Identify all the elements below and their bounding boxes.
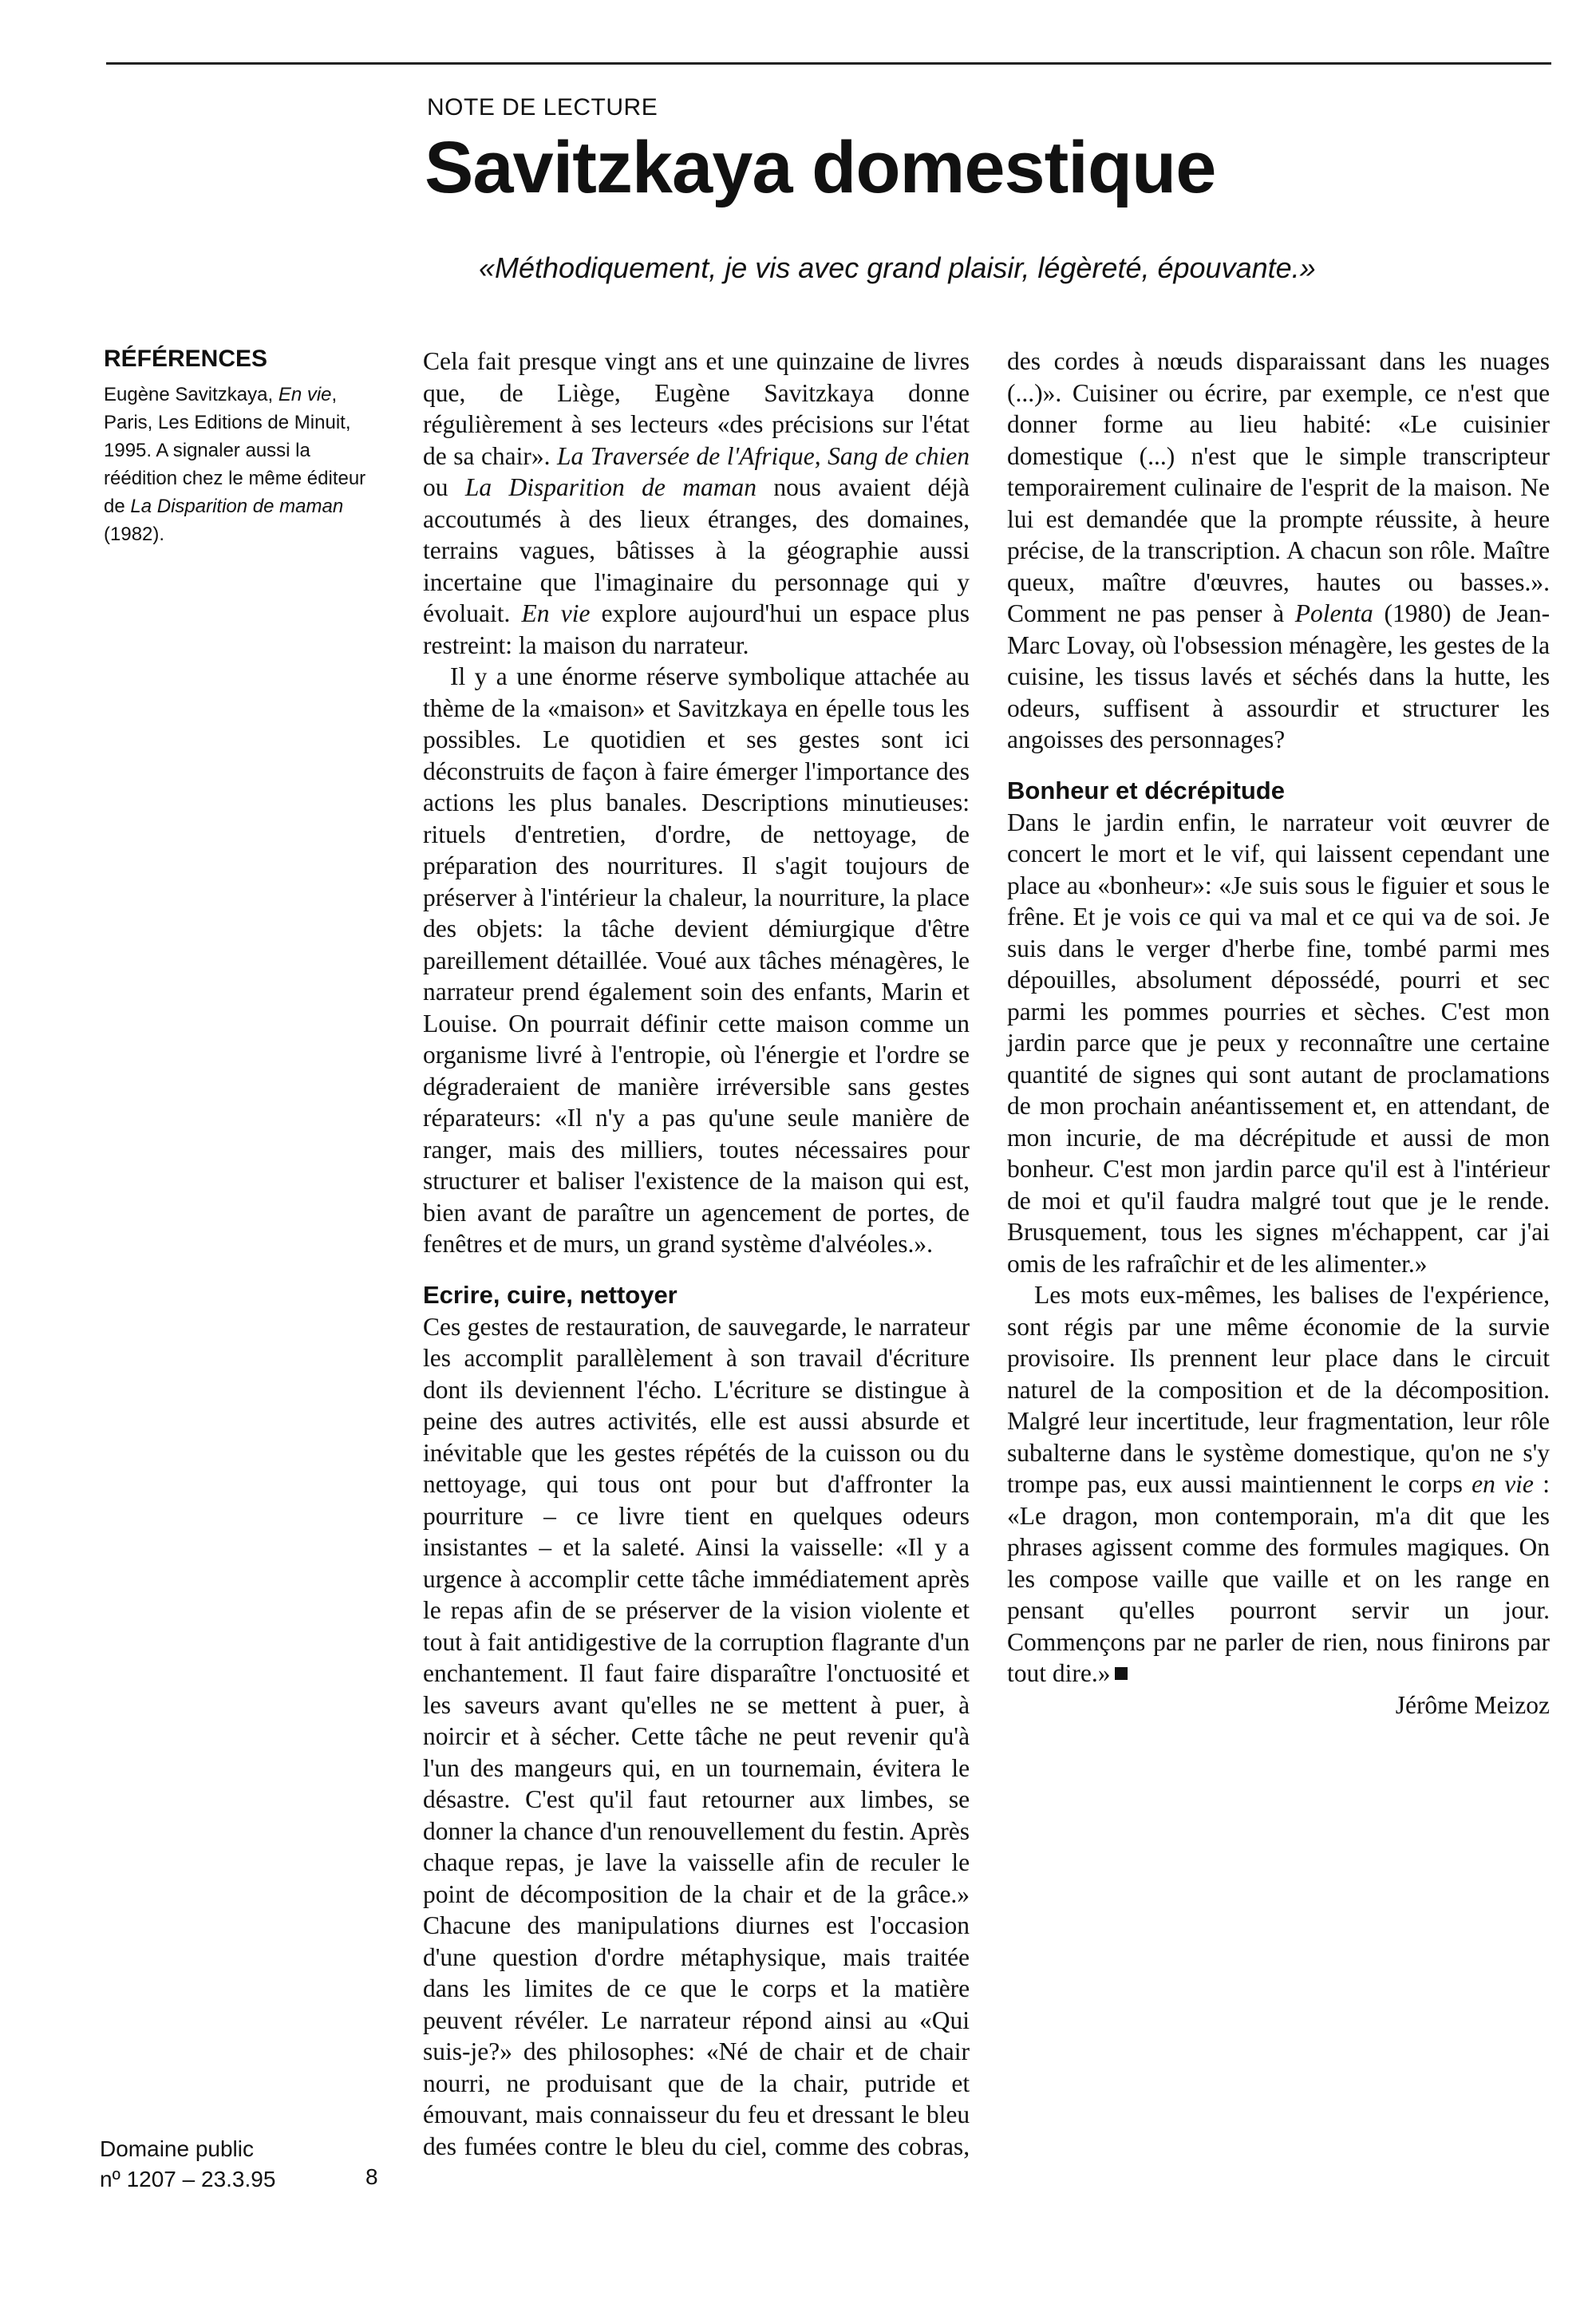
subheading-ecrire: Ecrire, cuire, nettoyer [423, 1280, 678, 1309]
references-sidebar [104, 346, 379, 548]
paragraph-mots: Les mots eux-mêmes, les balises de l'expérience, sont régis par une même économie de la survie provisoire. Ils prennent leur place dans le circuit naturel de la composition et de la décomposition. Malgré leur incertitude, leur fragmentation, leur rôle subalterne dans le système domestique, qu'on ne s'y trompe pas, eux aussi maintiennent le corps en vie : «Le dragon, mon contemporain, m'a dit que les phrases agissent comme des formules magiques. On les compose vaille que vaille et on les range en pensant qu'elles pourront servir un jour. Commençons par ne parler de rien, nous finirons par tout dire.» [1007, 1281, 1550, 1687]
section-kicker: NOTE DE LECTURE [427, 94, 658, 121]
issue-number: nº 1207 – 23.3.95 [100, 2167, 276, 2191]
paragraph-gestes-cont: des cordes à nœuds disparaissant dans les nuages (...)». Cuisiner ou écrire, par exemple, ce n'est que donner forme au lieu habité: «Le cuisinier domestique (...) n'est que le simple transcripteur temporairement culinaire de l'esprit de la maison. Ne lui est demandée que la prompte réussite, à heure précise, de la transcription. A chacun son rôle. Maître queux, maître d'œuvres, hautes ou basses.». Comment ne pas penser à Polenta (1980) de Jean-Marc Lovay, où l'obsession ménagère, les gestes de la cuisine, les tissus lavés et séchés dans la hutte, les odeurs, suffisent à assourdir et structurer les angoisses des personnages? [1007, 347, 1551, 753]
top-rule [106, 62, 1551, 65]
author-signature: Jérôme Meizoz [1395, 1690, 1550, 1719]
paragraph-maison: Il y a une énorme réserve symbolique attachée au thème de la «maison» et Savitzkaya en épelle tous les possibles. Le quotidien et ses gestes sont ici déconstruits de façon à faire émerger l'importance des actions les plus banales. Descriptions minutieuses: rituels d'entretien, d'ordre, de nettoyage, de préparation des nourritures. Il s'agit toujours de préserver à l'intérieur la chaleur, la nourriture, la place des objets: la tâche devient démiurgique d'être pareillement détaillée. Voué aux tâches ménagères, le narrateur prend également soin des enfants, Marin et Louise. On pourrait définir cette maison comme un organisme livré à l'entropie, où l'énergie et l'ordre se dégraderaient de manière irréversible sans gestes réparateurs: «Il n'y a pas qu'une seule manière de ranger, mais des milliers, toutes nécessaires pour structurer et baliser l'existence de la maison qui est, bien avant de paraître un agencement de portes, de fenêtres et de murs, un grand système d'alvéoles.». [423, 662, 970, 1258]
article-column-2 [1007, 346, 1550, 1721]
page-footer [100, 2134, 275, 2195]
epigraph: «Méthodiquement, je vis avec grand plaisir, légèreté, épouvante.» [479, 251, 1316, 284]
article-column-1 [423, 346, 970, 2162]
references-text: Eugène Savitzkaya, En vie, Paris, Les Editions de Minuit, 1995. A signaler aussi la réédition chez le même éditeur de La Disparition de maman (1982). [104, 384, 366, 545]
paragraph-intro: Cela fait presque vingt ans et une quinzaine de livres que, de Liège, Eugène Savitzkaya donne régulièrement à ses lecteurs «des précisions sur l'état de sa chair». La Traversée de l'Afrique, Sang de chien ou La Disparition de maman nous avaient déjà accoutumés à des lieux étranges, des domaines, terrains vagues, bâtisses à la géographie aussi incertaine que l'imaginaire du personnage qui y évoluait. En vie explore aujourd'hui un espace plus restreint: la maison du narrateur. [423, 347, 970, 659]
article-title: Savitzkaya domestique [425, 127, 1216, 208]
subheading-bonheur: Bonheur et décrépitude [1007, 776, 1285, 804]
end-mark [1115, 1667, 1128, 1680]
page-number: 8 [365, 2164, 378, 2189]
paragraph-jardin: Dans le jardin enfin, le narrateur voit œuvrer de concert le mort et le vif, qui laissent cependant une place au «bonheur»: «Je suis sous le figuier et sous le frêne. Et je vois ce qui va mal et ce qui va de soi. Je suis dans le verger d'herbe fine, tombé parmi mes dépouilles, absolument dépossédé, pourri et sec parmi les pommes pourries et sèches. C'est mon jardin parce que je peux y reconnaître une certaine quantité de signes qui sont autant de proclamations de mon prochain anéantissement et, en attendant, de mon incurie, de ma décrépitude et aussi de mon bonheur. C'est mon jardin parce qu'il est à l'intérieur de moi et qu'il faudra malgré tout que je le rende. Brusquement, tous les signes m'échappent, car j'ai omis de les rafraîchir et de les alimenter.» [1007, 808, 1550, 1278]
paragraph-gestes-start: Ces gestes de restauration, de sauvegarde, le narrateur les accomplit parallèlement à son travail d'écriture dont ils deviennent l'écho. L'écriture se distingue à peine des autres activités, elle est aussi absurde et inévitable que les gestes répétés de la cuisson ou du nettoyage, qui tous ont pour but d'affronter la pourriture – ce livre tient en quelques odeurs insistantes – et la saleté. Ainsi la vaisselle: «Il y a urgence à accomplir cette tâche immédiatement après le repas afin de se préserver de la vision violente et tout à fait antidigestive de la corruption flagrante d'un enchantement. Il faut faire disparaître l'onctuosité et les saveurs avant qu'elles ne se mettent à puer, à noircir et à sécher. Cette tâche ne peut revenir qu'à l'un des mangeurs qui, en un tournemain, évitera le désastre. C'est qu'il faut retourner aux limbes, se donner la chance d'un renouvellement du festin. Après chaque repas, je lave la vaisselle afin de reculer le point de décomposition de la chair et de la grâce.» Chacune des manipulations diurnes est l'occasion d'une question d'ordre métaphysique, mais traitée dans les limites de ce que le corps et la matière peuvent révéler. Le narrateur répond ainsi au «Qui suis-je?» des philosophes: «Né de chair et de chair nourri, ne produisant que de la chair, putride et émouvant, mais connaisseur du feu et dressant le bleu des fumées contre le bleu du ciel, comme des cobras, [423, 1312, 970, 2160]
publication-name: Domaine public [100, 2136, 254, 2161]
references-heading: RÉFÉRENCES [104, 346, 268, 372]
